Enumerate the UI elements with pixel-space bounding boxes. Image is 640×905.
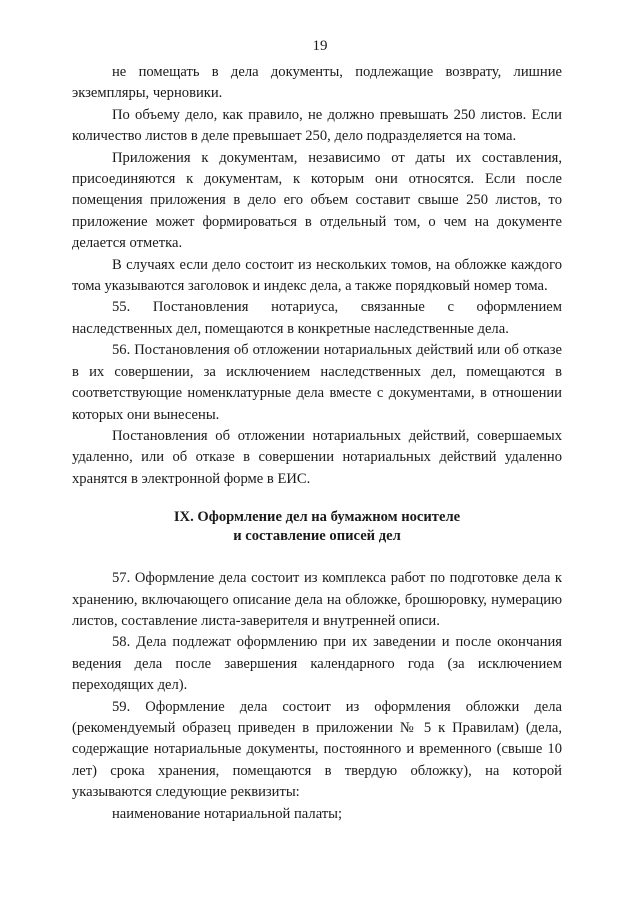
paragraph: наименование нотариальной палаты; — [112, 805, 343, 822]
paragraph: Приложения к документам, независимо от даты их составления, присоединяются к документам, к которым они относятся. Если после помещения приложения в дело его объем составит свыше 250 листов, то приложение может формироваться в отдельный том, о чем на документе делается отметка. — [72, 149, 562, 252]
section-heading-line: и составление описей дел — [233, 528, 401, 545]
paragraph: Постановления об отложении нотариальных действий, совершаемых удаленно, или об отказе в совершении нотариальных действий удаленно хранятся в электронной форме в ЕИС. — [72, 427, 562, 487]
paragraph: 57. Оформление дела состоит из комплекса работ по подготовке дела к хранению, включающего описание дела на обложке, брошюровку, нумерацию листов, составление листа-заверителя и внутренней описи. — [72, 570, 562, 629]
section-heading-line: IX. Оформление дел на бумажном носителе — [173, 509, 461, 526]
document-body — [72, 62, 562, 825]
section-heading — [72, 508, 562, 546]
paragraph: не помещать в дела документы, подлежащие возврату, лишние экземпляры, черновики. — [72, 64, 562, 102]
paragraph: 55. Постановления нотариуса, связанные с оформлением наследственных дел, помещаются в конкретные наследственные дела. — [72, 299, 562, 337]
paragraph: 56. Постановления об отложении нотариальных действий или об отказе в их совершении, за исключением наследственных дел, помещаются в соответствующие номенклатурные дела вместе с документами, в отношении которых они вынесены. — [72, 342, 562, 423]
paragraph: В случаях если дело состоит из нескольких томов, на обложке каждого тома указываются заголовок и индекс дела, а также порядковый номер тома. — [72, 256, 562, 295]
page-number: 19 — [312, 38, 328, 54]
paragraph: 58. Дела подлежат оформлению при их заведении и после окончания ведения дела после завершения календарного года (за исключением переходящих дел). — [72, 634, 562, 694]
paragraph: 59. Оформление дела состоит из оформления обложки дела (рекомендуемый образец приведен в приложении № 5 к Правилам) (дела, содержащие нотариальные документы, постоянного и временного (свыше 10 лет) срока хранения, помещаются в твердую обложку), на которой указываются следующие реквизиты: — [72, 698, 562, 801]
paragraph: По объему дело, как правило, не должно превышать 250 листов. Если количество листов в деле превышает 250, дело подразделяется на тома. — [72, 106, 562, 145]
